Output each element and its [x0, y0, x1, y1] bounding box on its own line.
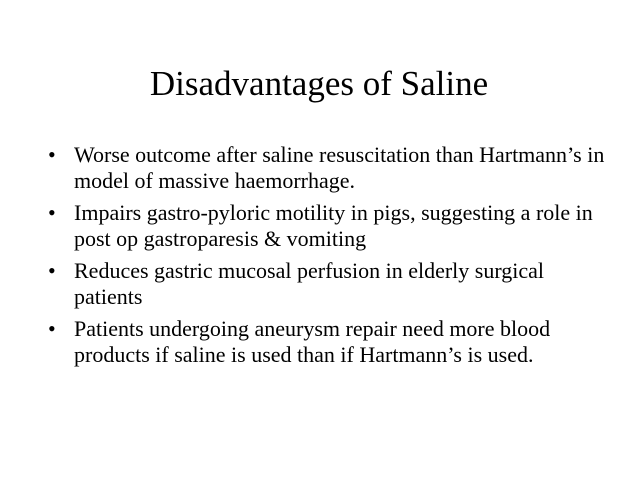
bullet-item: [48, 316, 608, 368]
bullet-item: [48, 258, 608, 310]
bullet-dot-icon: •: [48, 200, 56, 225]
bullet-item: [48, 200, 608, 252]
bullet-item: [48, 142, 608, 194]
slide-title: Disadvantages of Saline: [149, 64, 489, 103]
bullet-text: Worse outcome after saline resuscitation than Hartmann’s in model of massive haemorrhage.: [74, 142, 605, 193]
bullet-dot-icon: •: [48, 142, 56, 167]
bullet-list: [48, 142, 608, 374]
bullet-dot-icon: •: [48, 316, 56, 341]
bullet-text: Patients undergoing aneurysm repair need more blood products if saline is used than if Hartmann’s is used.: [74, 316, 551, 367]
bullet-text: Impairs gastro-pyloric motility in pigs, suggesting a role in post op gastroparesis & vomiting: [74, 200, 593, 251]
bullet-text: Reduces gastric mucosal perfusion in elderly surgical patients: [74, 258, 545, 309]
bullet-dot-icon: •: [48, 258, 56, 283]
